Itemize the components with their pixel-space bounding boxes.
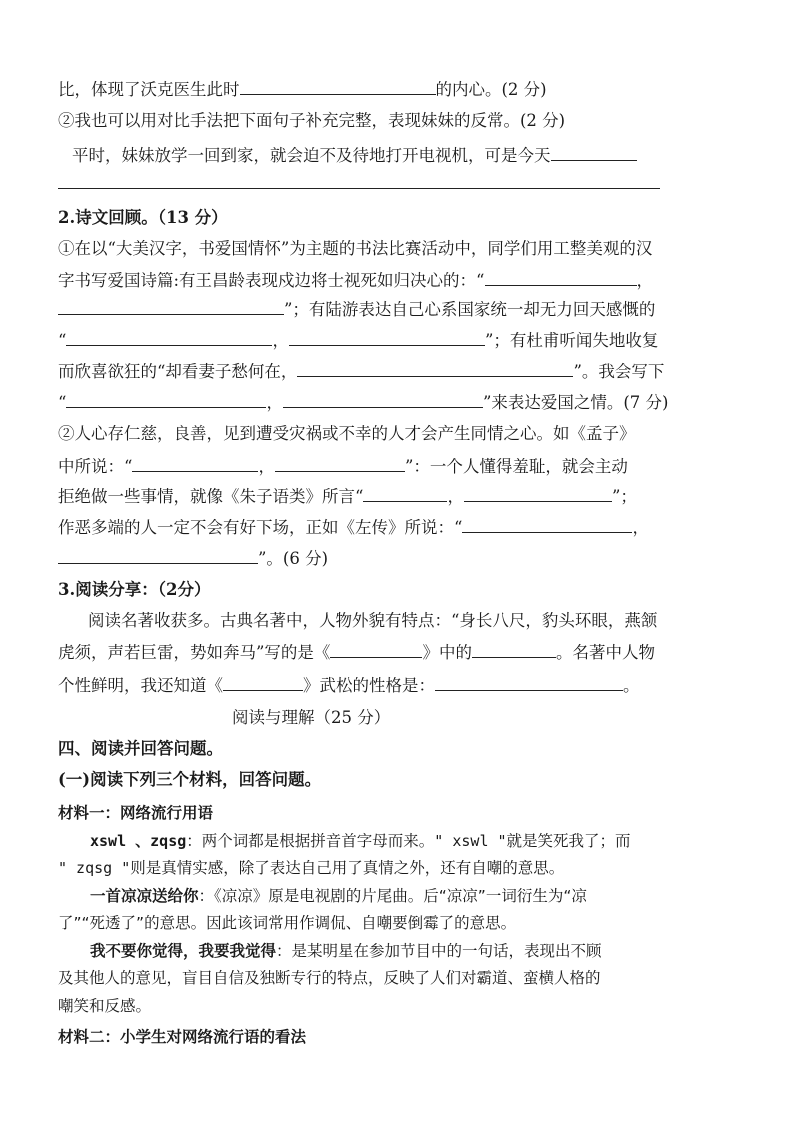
- answer-blank[interactable]: [240, 77, 436, 95]
- q2-p1-line-5: [58, 359, 664, 384]
- term: 我不要你觉得，我要我觉得: [90, 942, 277, 960]
- answer-blank[interactable]: [485, 268, 637, 286]
- q2-text: “: [58, 393, 67, 412]
- q2-text: ”。我会写下: [573, 362, 665, 381]
- q2-text: 作恶多端的人一定不会有好下场，正如《左传》所说：“: [58, 518, 463, 537]
- q2-text: ”：一个人懂得羞耻，就会主动: [404, 457, 628, 476]
- q1-line-3: [72, 143, 637, 168]
- q3-heading: 3.阅读分享：（2分）: [58, 580, 211, 599]
- q2-text: ，: [258, 457, 275, 476]
- q3-text: 》中的: [422, 643, 472, 662]
- answer-blank[interactable]: [66, 390, 266, 408]
- answer-blank[interactable]: [464, 484, 612, 502]
- q2-p2-line-1: ②人心存仁慈，良善，见到遭受灾祸或不幸的人才会产生同情之心。如《孟子》: [58, 424, 636, 443]
- answer-blank[interactable]: [462, 515, 632, 533]
- q2-p1-line-3: [58, 297, 655, 322]
- q2-text: ，: [632, 518, 649, 537]
- answer-blank[interactable]: [283, 390, 483, 408]
- material1-p3-line-1: [90, 939, 602, 963]
- q2-text: ，: [447, 487, 464, 506]
- q3-text: 虎须，声若巨雷，势如奔马”写的是《: [58, 643, 331, 662]
- q3-text: 》武松的性格是：: [303, 676, 435, 695]
- q2-text: ”；有杜甫听闻失地收复: [484, 331, 659, 350]
- answer-blank[interactable]: [297, 359, 573, 377]
- q2-p1-line-6: [58, 390, 669, 415]
- term: xswl 、zqsg: [90, 832, 187, 850]
- part4-heading: 四、阅读并回答问题。: [58, 739, 223, 758]
- section-title: 阅读与理解（25 分）: [232, 708, 391, 727]
- answer-blank[interactable]: [275, 454, 405, 472]
- answer-blank[interactable]: [435, 673, 623, 691]
- answer-blank[interactable]: [363, 484, 447, 502]
- material-text: ：是某明星在参加节目中的一句话，表现出不顾: [276, 942, 602, 960]
- q2-text: 字书写爱国诗篇:有王昌龄表现戍边将士视死如归决心的：“: [58, 271, 485, 290]
- answer-line-full[interactable]: [58, 188, 660, 189]
- q2-text: ”。(6 分): [258, 549, 329, 568]
- material-text: ：《凉凉》原是电视剧的片尾曲。后“凉凉”一词衍生为“凉: [198, 887, 587, 905]
- material-text: ：两个词都是根据拼音首字母而来。: [186, 832, 435, 850]
- material1-p3-line-3: 嘲笑和反感。: [58, 997, 152, 1015]
- answer-blank[interactable]: [223, 673, 303, 691]
- material1-p1-line-1: [90, 829, 631, 853]
- q3-text: 。: [623, 676, 640, 695]
- q2-text: ”；有陆游表达自己心系国家统一却无力回天感慨的: [284, 300, 656, 319]
- q2-heading: 2.诗文回顾。（13 分）: [58, 208, 228, 227]
- material1-p3-line-2: 及其他人的意见，盲目自信及独断专行的特点，反映了人们对霸道、蛮横人格的: [58, 969, 601, 987]
- answer-blank[interactable]: [472, 640, 556, 658]
- material1-title: 材料一：网络流行用语: [58, 804, 214, 822]
- answer-blank[interactable]: [66, 328, 272, 346]
- q2-p2-line-3: [58, 484, 637, 509]
- material-text: 则是真情实感，除了表达自己用了真情之外，还有自嘲的意思。: [130, 859, 565, 877]
- q1-text: 比，体现了沃克医生此时: [58, 80, 240, 99]
- material2-title: 材料二：小学生对网络流行语的看法: [58, 1028, 307, 1046]
- answer-blank[interactable]: [58, 546, 258, 564]
- q2-text: 而欣喜欲狂的“却看妻子愁何在，: [58, 362, 298, 381]
- q2-text: 拒绝做一些事情，就像《朱子语类》所言“: [58, 487, 364, 506]
- q2-p2-line-5: [58, 546, 328, 571]
- q2-text: 中所说：“: [58, 457, 133, 476]
- q3-text: 个性鲜明，我还知道《: [58, 676, 223, 695]
- q1-line-2: ②我也可以用对比手法把下面句子补充完整，表现妹妹的反常。(2 分): [58, 111, 566, 130]
- q2-p1-line-2: [58, 268, 653, 293]
- q3-line-2: [58, 640, 655, 665]
- term: " zqsg ": [58, 859, 131, 877]
- sub-heading-1: (一)阅读下列三个材料，回答问题。: [58, 770, 322, 789]
- q1-line-1: [58, 77, 547, 102]
- q1-text: 的内心。(2 分): [435, 80, 547, 99]
- q2-text: ”来表达爱国之情。(7 分): [482, 393, 669, 412]
- answer-blank[interactable]: [551, 143, 637, 161]
- material1-p2-line-2: 了”“死透了”的意思。因此该词常用作调侃、自嘲要倒霉了的意思。: [58, 914, 517, 932]
- q3-line-1: 阅读名著收获多。古典名著中，人物外貌有特点：“身长八尺，豹头环眼，燕颔: [88, 611, 658, 630]
- material1-p2-line-1: [90, 884, 587, 908]
- q3-line-3: [58, 673, 640, 698]
- q2-text: ”；: [611, 487, 637, 506]
- answer-blank[interactable]: [289, 328, 485, 346]
- answer-blank[interactable]: [132, 454, 258, 472]
- q2-p1-line-4: [58, 328, 658, 353]
- material-text: 就是笑死我了；而: [506, 832, 631, 850]
- term: " xswl ": [434, 832, 507, 850]
- answer-blank[interactable]: [330, 640, 422, 658]
- q3-text: 。名著中人物: [555, 643, 655, 662]
- q1-text: 平时，妹妹放学一回到家，就会迫不及待地打开电视机，可是今天: [72, 146, 551, 165]
- term: 一首凉凉送给你: [90, 887, 199, 905]
- q2-p1-line-1: ①在以“大美汉字，书爱国情怀”为主题的书法比赛活动中，同学们用工整美观的汉: [58, 239, 653, 258]
- q2-text: ，: [636, 271, 653, 290]
- q2-text: ，: [266, 393, 283, 412]
- answer-blank[interactable]: [58, 297, 284, 315]
- q2-text: “: [58, 331, 67, 350]
- material1-p1-line-2: [58, 856, 564, 880]
- q2-text: ，: [272, 331, 289, 350]
- q2-p2-line-2: [58, 454, 628, 479]
- q2-p2-line-4: [58, 515, 649, 540]
